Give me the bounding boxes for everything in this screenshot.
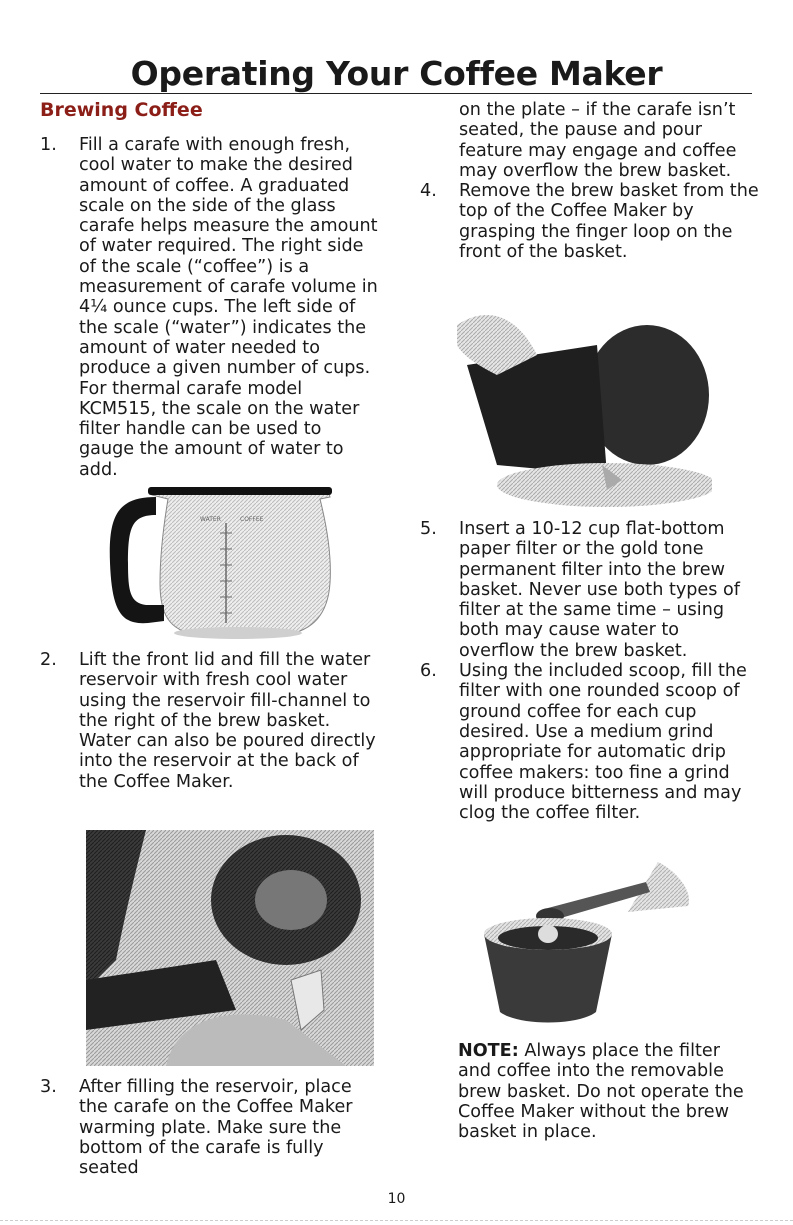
- carafe-scale-water: WATER: [200, 516, 221, 523]
- carafe-scale-coffee: COFFEE: [240, 516, 264, 523]
- step-1: [40, 135, 380, 480]
- right-column-top: [420, 100, 760, 262]
- reservoir-fill-image: [86, 830, 374, 1066]
- left-column-top: [40, 135, 380, 480]
- step-text: Lift the front lid and fill the water reservoir with fresh cool water using the reservoir fill-channel to the right of the brew basket. Water can also be poured directly into the reservoir at the back of the Coffee Maker.: [79, 650, 376, 792]
- glass-carafe-image: [108, 483, 344, 641]
- section-heading: Brewing Coffee: [40, 99, 203, 121]
- left-column-mid: [40, 650, 380, 792]
- note-label: NOTE:: [458, 1041, 519, 1061]
- step-2: [40, 650, 380, 792]
- step-number: 1.: [40, 135, 57, 155]
- step-3: [40, 1077, 380, 1178]
- step-text: Insert a 10-12 cup flat-bottom paper filter or the gold tone permanent filter into the brew basket. Never use both types of filter at the same time – using both may cause water to overflow the brew basket.: [459, 519, 740, 661]
- step-5: [420, 519, 760, 661]
- brew-basket-removal-image: [457, 295, 712, 510]
- step-text: After filling the reservoir, place the carafe on the Coffee Maker warming plate. Make sure the bottom of the carafe is fully seated: [79, 1077, 353, 1179]
- title-rule: [40, 93, 752, 94]
- scoop-filter-image: [478, 862, 700, 1026]
- step-6: [420, 661, 760, 823]
- step-number: 3.: [40, 1077, 57, 1097]
- step-number: 4.: [420, 181, 437, 202]
- page-title: Operating Your Coffee Maker: [130, 54, 663, 93]
- step-number: 2.: [40, 650, 57, 670]
- bottom-dashed-rule: [0, 1220, 793, 1221]
- note-text: Always place the filter and coffee into the removable brew basket. Do not operate the Coffee Maker without the brew basket in place.: [458, 1041, 744, 1143]
- step-4: [420, 181, 760, 262]
- step-number: 6.: [420, 661, 437, 682]
- step-text: Using the included scoop, fill the filter with one rounded scoop of ground coffee for each cup desired. Use a medium grind appropriate for automatic drip coffee makers: too fine a grind will produce bitterness and may clog the coffee filter.: [459, 661, 747, 824]
- step-3-continued: [420, 100, 760, 181]
- step-text: on the plate – if the carafe isn’t seated, the pause and pour feature may engage and coffee may overflow the brew basket.: [459, 100, 737, 181]
- step-text: Fill a carafe with enough fresh, cool water to make the desired amount of coffee. A graduated scale on the side of the glass carafe helps measure the amount of water required. The right side of the scale (“coffee”) is a measurement of carafe volume in 4¼ ounce cups. The left side of the scale (“water”) indicates the amount of water needed to produce a given number of cups. For thermal carafe model KCM515, the scale on the water filter handle can be used to gauge the amount of water to add.: [79, 135, 378, 480]
- right-column-mid: [420, 519, 760, 823]
- step-text: Remove the brew basket from the top of the Coffee Maker by grasping the finger loop on the front of the basket.: [459, 181, 759, 263]
- step-number: 5.: [420, 519, 437, 539]
- note-paragraph: [458, 1041, 758, 1142]
- page-number: 10: [387, 1191, 406, 1207]
- left-column-bottom: [40, 1077, 380, 1178]
